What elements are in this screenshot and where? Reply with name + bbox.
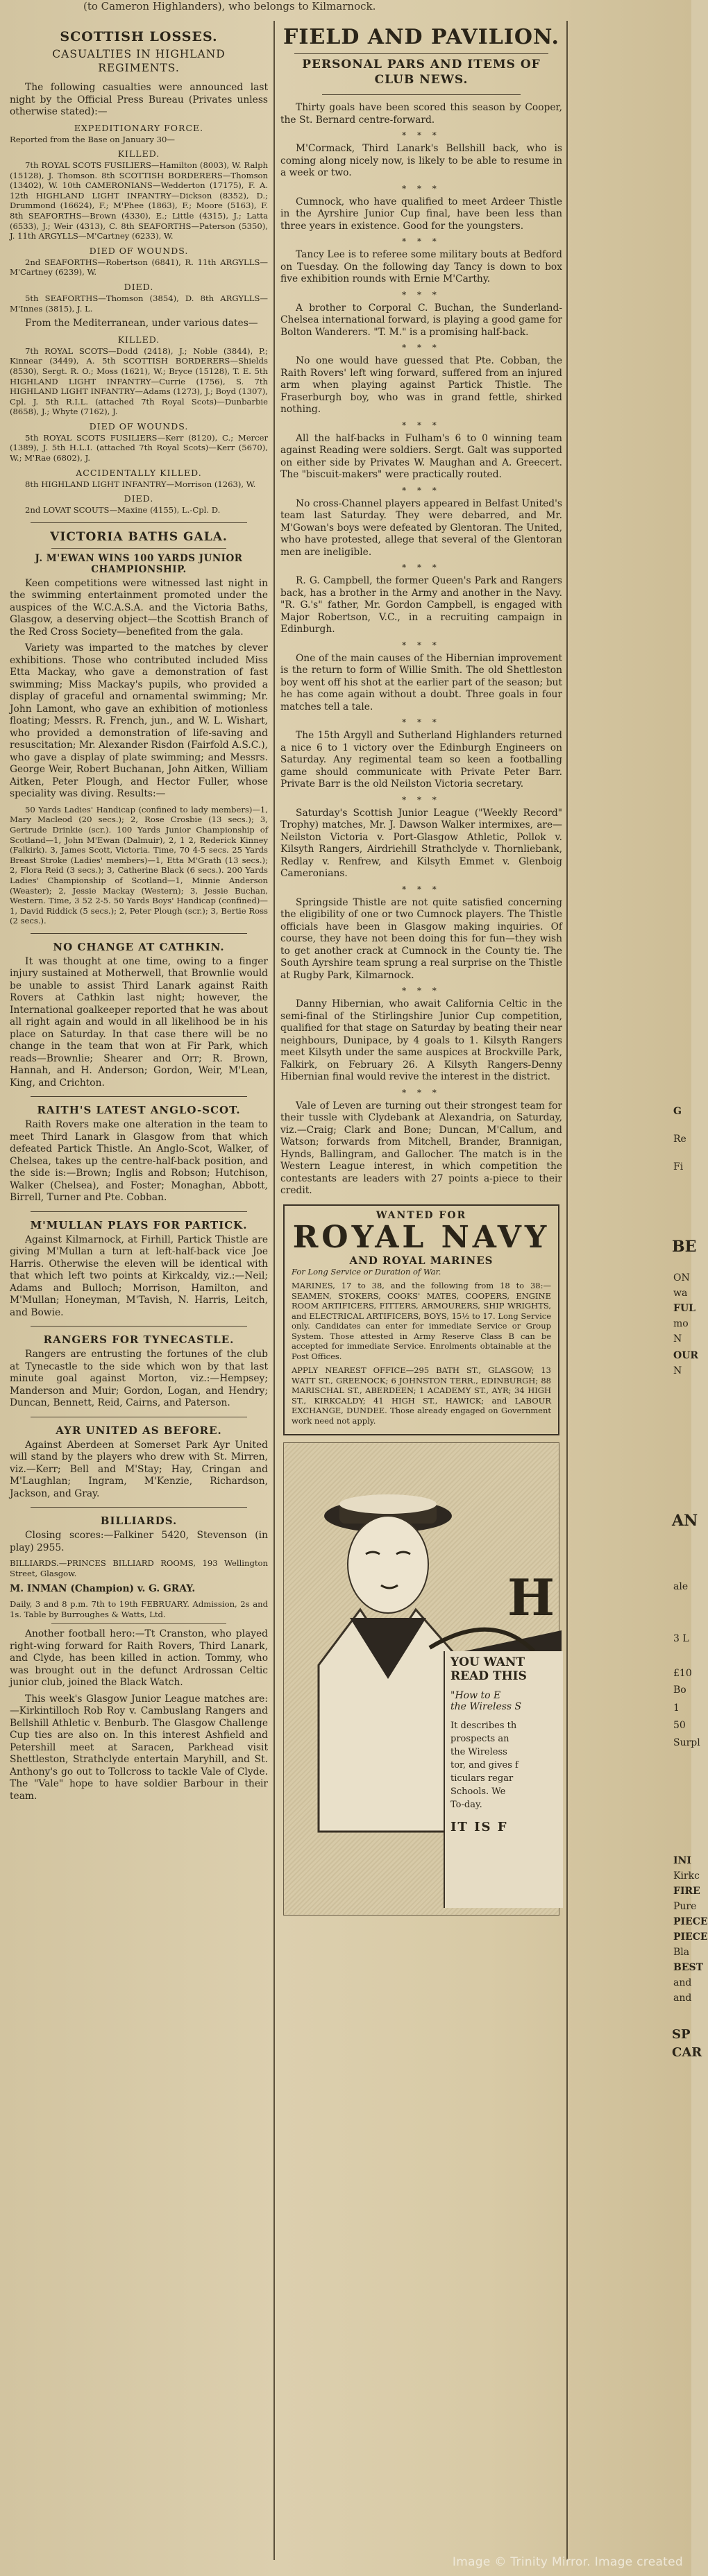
fragment-text: wa: [673, 1288, 688, 1299]
casualties-intro: The following casualties were announced last night by the Official Press Bureau (Privates unless otherwise stated):—: [10, 82, 268, 117]
top-strip-text: (to Cameron Highlanders), who belongs to Kilmarnock.: [83, 0, 376, 12]
died-heading: DIED.: [124, 282, 154, 293]
fragment-text: PIECE: [673, 1916, 708, 1927]
died-wounds-heading-2: DIED OF WOUNDS.: [89, 420, 189, 432]
royal-navy-ad: [283, 1204, 559, 1436]
reported-line: Reported from the Base on January 30—: [10, 134, 175, 144]
raith-para: Raith Rovers make one alteration in the team to meet Third Lanark in Glasgow from that which defeated Partick Thistle. An Anglo-Scot, Walker, of Chelsea, takes up the centre-half-back position, and the side is:—Brown; Inglis and Robson; Hutchison, Walker (Chelsea), and Foster; Monaghan, Abbott, Birrell, Turner and Pte. Cobban.: [10, 1119, 268, 1204]
fragment-text: and: [673, 1993, 692, 2004]
died-list-2: 2nd LOVAT SCOUTS—Maxine (4155), L.-Cpl. D.: [25, 505, 221, 515]
mediterranean-line: From the Mediterranean, under various dates—: [25, 318, 258, 330]
divider: [31, 1507, 247, 1508]
right-column-fragments: [569, 24, 708, 2570]
club-news-item: All the half-backs in Fulham's 6 to 0 winning team against Reading were soldiers. Sergt. Galt was supported on either side by Privates W. Maughan and A. Greecert. The "biscuit-makers" were practically routed.: [280, 432, 562, 480]
divider: [294, 53, 548, 54]
died-heading-2: DIED.: [124, 493, 154, 504]
fragment-text: INI: [673, 1855, 691, 1866]
club-news-item: R. G. Campbell, the former Queen's Park and Rangers back, has a brother in the Army and another in the Navy. "R. G.'s" father, Mr. Gordon Campbell, is engaged with Major Robertson, V.C., in a recruiting campaign in Edinburgh.: [280, 575, 562, 635]
club-news-item: The 15th Argyll and Sutherland Highlanders returned a nice 6 to 1 victory over the Edinburgh Engineers on Saturday. Any regimental team so keen a footballing game should communicate with Private Peter Barr. Private Barr is the old Neilston Victoria secretary.: [280, 730, 562, 790]
fragment-text: Bla: [673, 1947, 690, 1958]
separator-stars: * * *: [402, 563, 441, 572]
copyright-watermark: Image © Trinity Mirror. Image created: [452, 2555, 683, 2569]
separator-stars: * * *: [402, 640, 441, 650]
ayr-para: Against Aberdeen at Somerset Park Ayr United will stand by the players who drew with St. Mirren, viz.—Kerr; Bell and M'Stay; Hay, Cringan and M'Laughlan; Ingram, M'Kenzie, Richardson, Jackson, and Gray.: [10, 1439, 268, 1499]
fragment-text: FIRE: [673, 1886, 700, 1897]
baths-para-2: Variety was imparted to the matches by clever exhibitions. Those who contributed included Miss Etta Mackay, who gave a demonstration of fast swimming; Miss Mackay's pupils, who provided a display of graceful and ornamental swimming; Mr. John Lamont, who gave an exhibition of motionless floating; Messrs. R. French, jun., and W. L. Wishart, who provided a demonstration of life-saving and resuscitation; Mr. Alexander Risdon (Fairfold A.S.C.), who gave a display of plate swimming; and Messrs. George Weir, Robert Buchanan, John Aitken, William Aitken, Peter Plough, and Hector Fuller, whose speciality was diving. Results:—: [10, 642, 268, 800]
club-news-item: Vale of Leven are turning out their strongest team for their tussle with Clydebank at Alexandria, on Saturday, viz.—Craig; Clark and Bone; Duncan, M'Callum, and Watson; forwards from Mitchell, Brander, Brannigan, Hynds, Ballingram, and Gallocher. The match is in the Western League interest, in which competition the contestants are leaders with 27 points a-piece to their credit.: [280, 1100, 562, 1196]
fragment-text: £10: [673, 1668, 692, 1679]
divider: [31, 1211, 247, 1212]
fragment-text: mo: [673, 1318, 689, 1329]
ad-apply: APPLY NEAREST OFFICE—295 BATH ST., GLASGOW; 13 WATT ST., GREENOCK; 6 JOHNSTON TERR., EDINBURGH; 88 MARISCHAL ST., ABERDEEN; 1 ACADEMY ST., AYR; 34 HIGH ST., KIRKCALDY; 41 HIGH ST., HAWICK; and LABOUR EXCHANGE, DUNDEE. Those already engaged on Government work need not apply.: [292, 1365, 551, 1426]
fragment-text: CAR: [672, 2045, 702, 2060]
fragment-text: Re: [673, 1134, 686, 1145]
fragment-text: G: [673, 1106, 682, 1117]
ad-royal-marines: AND ROYAL MARINES: [349, 1254, 494, 1267]
billiards-title: BILLIARDS.: [100, 1515, 178, 1528]
billiards-scores: Closing scores:—Falkiner 5420, Stevenson (in play) 2955.: [10, 1530, 268, 1553]
fragment-text: N: [673, 1333, 682, 1345]
poster-text-panel: [444, 1651, 563, 1908]
separator-stars: * * *: [402, 130, 441, 140]
club-news-item: Cumnock, who have qualified to meet Ardeer Thistle in the Ayrshire Junior Cup final, have been less than three years in existence. Good for the youngsters.: [280, 196, 562, 232]
mmullan-title: M'MULLAN PLAYS FOR PARTICK.: [30, 1218, 248, 1231]
scottish-losses-subtitle: CASUALTIES IN HIGHLAND REGIMENTS.: [52, 48, 226, 74]
rangers-title: RANGERS FOR TYNECASTLE.: [43, 1333, 235, 1347]
ad-service-period: For Long Service or Duration of War.: [292, 1266, 441, 1277]
field-pavilion-subtitle: PERSONAL PARS AND ITEMS OF CLUB NEWS.: [302, 58, 541, 87]
died-list: 5th SEAFORTHS—Thomson (3854), D. 8th ARGYLLS—M'Innes (3815), J. L.: [10, 293, 268, 314]
left-column: [10, 24, 268, 2570]
ad-body: MARINES, 17 to 38, and the following from 18 to 38:—SEAMEN, STOKERS, COOKS' MATES, COOPERS, ENGINE ROOM ARTIFICERS, FITTERS, ARMOURERS, SHIP WRIGHTS, and ELECTRICAL ARTIFICERS, BOYS, 15½ to 17. Long Service only. Candidates can enter for immediate Service or Group System. Those attested in Army Reserve Class B can be accepted for immediate Service. Enrolments obtainable at the Post Offices.: [292, 1281, 551, 1361]
fragment-text: SP: [672, 2027, 691, 2042]
killed-list-2: 7th ROYAL SCOTS—Dodd (2418), J.; Noble (3844), P.; Kinnear (3449), A. 5th SCOTTISH BORDERERS—Shields (8530), Sergt. R. O.; Moss (1621), W.; Bryce (15128), T. E. 5th HIGHLAND LIGHT INFANTRY—Currie (1756), S. 7th HIGHLAND LIGHT INFANTRY—Adams (1273), J.; Boyd (1307), Cpl. J. 5th R.I.L. (attached 7th Royal Scots)—Dunbarbie (8658), J.; Whyte (7162), J.: [10, 346, 268, 417]
fragment-text: ale: [673, 1581, 689, 1592]
junior-league-para: This week's Glasgow Junior League matches are:—Kirkintilloch Rob Roy v. Cambuslang Rangers and Bellshill Athletic v. Benburb. The Glasgow Challenge Cup ties are also on. In this interest Ashfield and Petershill meet at Saracen, Parkhead visit Shettleston, Strathclyde entertain Maryhill, and St. Anthony's go out to Tollcross to tackle Vale of Clyde. The "Vale" hope to have soldier Barbour in their team.: [10, 1693, 268, 1802]
fragment-text: AN: [672, 1512, 698, 1530]
poster-line: Schools. We: [450, 1786, 506, 1797]
poster-line: the Wireless: [450, 1747, 507, 1757]
fragment-text: Bo: [673, 1684, 686, 1696]
club-news-item: No one would have guessed that Pte. Cobban, the Raith Rovers' left wing forward, suffered from an injured arm when playing against Partick Thistle. The Fraserburgh boy, who was in grand fettle, shirked nothing.: [280, 355, 562, 415]
poster-line: tor, and gives f: [450, 1760, 519, 1771]
killed-heading-2: KILLED.: [117, 334, 160, 345]
scottish-losses-title: SCOTTISH LOSSES.: [60, 29, 218, 44]
poster-booklet: the Wireless S: [450, 1701, 522, 1712]
fragment-text: PIECE: [673, 1931, 708, 1943]
died-wounds-list-2: 5th ROYAL SCOTS FUSILIERS—Kerr (8120), C.; Mercer (1389), J. 5th H.L.I. (attached 7th Royal Scots)—Kerr (5670), W.; M'Rae (6802), J.: [10, 432, 268, 463]
fragment-text: Surpl: [673, 1737, 700, 1748]
divider: [31, 933, 247, 934]
club-news-item: One of the main causes of the Hibernian improvement is the return to form of Willie Smith. The old Shettleston boy went off his shot at the earlier part of the season; but he has come again without a doubt. Three goals in four matches tell a tale.: [280, 652, 562, 713]
divider: [31, 522, 247, 523]
fragment-text: Kirkc: [673, 1870, 700, 1882]
exp-force-heading: EXPEDITIONARY FORCE.: [74, 122, 204, 133]
fragment-text: and: [673, 1977, 692, 1988]
separator-stars: * * *: [402, 717, 441, 727]
separator-stars: * * *: [402, 485, 441, 495]
separator-stars: * * *: [402, 420, 441, 430]
fragment-text: N: [673, 1365, 682, 1376]
poster-line: ticulars regar: [450, 1773, 514, 1784]
killed-list: 7th ROYAL SCOTS FUSILIERS—Hamilton (8003), W. Ralph (15128), J. Thomson. 8th SCOTTISH BORDERERS—Thomson (13402), W. 10th CAMERONIANS—Wedderton (17175), F. A. 12th HIGHLAND LIGHT INFANTRY—Dickson (8352), D.; Drummond (16624), F.; M'Phee (1863), F.; Moore (5163), F. 8th SEAFORTHS—Brown (4330), E.; Little (4315), J.; Latta (6533), J.; Weir (4313), C. 8th SEAFORTHS—Paterson (5350), J. 11th ARGYLLS—M'Cartney (6233), W.: [10, 160, 268, 241]
baths-para-1: Keen competitions were witnessed last night in the swimming entertainment promoted under the auspices of the W.C.A.S.A. and the Victoria Baths, Glasgow, a deserving object—the Scottish Branch of the Red Cross Society—benefited from the gala.: [10, 577, 268, 638]
poster-heading: YOU WANT: [450, 1655, 525, 1669]
separator-stars: * * *: [402, 986, 441, 996]
billiards-rooms: BILLIARDS.—PRINCES BILLIARD ROOMS, 193 Wellington Street, Glasgow.: [10, 1558, 268, 1579]
billiards-times: Daily, 3 and 8 p.m. 7th to 19th FEBRUARY. Admission, 2s and 1s. Table by Burroughes & Watts, Ltd.: [10, 1599, 268, 1619]
column-rule-left: [273, 21, 275, 2560]
fragment-text: 50: [673, 1720, 686, 1731]
raith-title: RAITH'S LATEST ANGLO-SCOT.: [37, 1104, 241, 1117]
separator-stars: * * *: [402, 884, 441, 894]
killed-heading: KILLED.: [117, 148, 160, 160]
poster-line: To-day.: [450, 1800, 482, 1810]
divider: [31, 1096, 247, 1097]
fragment-text: Fi: [673, 1161, 684, 1172]
fragment-text: BE: [672, 1238, 697, 1256]
club-news-item: A brother to Corporal C. Buchan, the Sunderland-Chelsea international forward, is playing a good game for Bolton Wanderers. "T. M." is a promising half-back.: [280, 302, 562, 338]
fragment-text: 1: [673, 1703, 680, 1714]
club-news-item: M'Cormack, Third Lanark's Bellshill back, who is coming along nicely now, is likely to be able to resume in a week or two.: [280, 143, 562, 178]
divider: [31, 1326, 247, 1327]
fragment-text: FUL: [673, 1303, 696, 1314]
rangers-para: Rangers are entrusting the fortunes of the club at Tynecastle to the side which won by that last minute goal against Morton, viz.:—Hempsey; Manderson and Muir; Gordon, Logan, and Hendry; Duncan, Bennett, Reid, Cairns, and Paterson.: [10, 1349, 268, 1409]
cathkin-title: NO CHANGE AT CATHKIN.: [53, 940, 225, 953]
separator-stars: * * *: [402, 794, 441, 805]
club-news-item: Springside Thistle are not quite satisfied concerning the eligibility of one or two Cumnock players. The Thistle officials have been in Glasgow making inquiries. Of course, they have not been doing this for fun—they wish to get another crack at Cumnock in the County tie. The South Ayrshire team sprung a real surprise on the Thistle at Rugby Park, Kilmarnock.: [280, 896, 562, 981]
cathkin-para: It was thought at one time, owing to a finger injury sustained at Motherwell, that Brownlie would be unable to assist Third Lanark against Raith Rovers at Cathkin last night; however, the International goalkeeper reported that he was about all right again and would in all likelihood be in his place on Saturday. In that case there will be no change in the team that won at Fir Park, which reads—Brownlie; Shearer and Orr; R. Brown, Hannah, and H. Anderson; Gordon, Weir, M'Lean, King, and Crichton.: [10, 955, 268, 1089]
fragment-text: ON: [673, 1272, 690, 1283]
accidentally-killed-heading: ACCIDENTALLY KILLED.: [76, 467, 202, 478]
billiards-match: M. INMAN (Champion) v. G. GRAY.: [10, 1583, 196, 1594]
separator-stars: * * *: [402, 289, 441, 300]
mmullan-para: Against Kilmarnock, at Firhill, Partick Thistle are giving M'Mullan a turn at left-half-back vice Joe Harris. Otherwise the eleven will be identical with that which left two points at Kirkcaldy, viz.:—Neil; Adams and Bulloch; Morrison, Hamilton, and M'Mullan; Honeyman, M'Tavish, N. Harris, Leitch, and Bowie.: [10, 1234, 268, 1318]
baths-gala-subtitle: J. M'EWAN WINS 100 YARDS JUNIOR CHAMPIONSHIP.: [35, 552, 243, 575]
column-rule-right: [566, 21, 568, 2560]
separator-stars: * * *: [402, 237, 441, 246]
poster-line: prospects an: [450, 1734, 509, 1744]
died-wounds-heading: DIED OF WOUNDS.: [89, 245, 189, 256]
accidentally-killed-list: 8th HIGHLAND LIGHT INFANTRY—Morrison (1263), W.: [25, 479, 256, 489]
divider: [322, 94, 521, 95]
poster-footer: IT IS F: [450, 1820, 508, 1834]
separator-stars: * * *: [402, 1087, 441, 1098]
baths-results: 50 Yards Ladies' Handicap (confined to lady members)—1, Mary Macleod (20 secs.); 2, Rose Crosbie (13 secs.); 3, Gertrude Drinkie (scr.). 100 Yards Junior Championship of Scotland—1, John M'Ewan (Dalmuir), 2, 1 2, Rederick Kinney (Falkirk). 3, James Scott, Victoria. Time, 70 4-5 secs. 25 Yards Breast Stroke (Ladies' members)—1, Etta M'Grath (13 secs.); 2, Flora Reid (3 secs.); 3, Catherine Black (6 secs.). 200 Yards Ladies' Championship of Scotland—1, Minnie Anderson (Weaster); 2, Jessie Mackay (Western); 3, Jessie Buchan, Western. Time, 3 52 2-5. 50 Yards Boys' Handicap (confined)—1, David Riddick (5 secs.); 2, Peter Plough (scr.); 3, Bertie Ross (2 secs.).: [10, 804, 268, 926]
poster-line: It describes th: [450, 1721, 517, 1731]
fragment-text: OUR: [673, 1350, 699, 1361]
ayr-title: AYR UNITED AS BEFORE.: [56, 1424, 222, 1437]
separator-stars: * * *: [402, 183, 441, 194]
divider: [51, 1623, 226, 1624]
baths-gala-title: VICTORIA BATHS GALA.: [50, 529, 228, 544]
ad-wanted-for: WANTED FOR: [376, 1209, 467, 1221]
ad-royal-navy: ROYAL NAVY: [292, 1219, 550, 1255]
died-wounds-list: 2nd SEAFORTHS—Robertson (6841), R. 11th ARGYLLS—M'Cartney (6239), W.: [10, 257, 268, 278]
fragment-text: BEST: [673, 1962, 704, 1973]
divider: [51, 548, 226, 549]
fragment-text: Pure: [673, 1901, 697, 1912]
separator-stars: * * *: [402, 343, 441, 352]
club-news-item: Danny Hibernian, who await California Celtic in the semi-final of the Stirlingshire Junior Cup competition, qualified for that stage on Saturday by beating their near neighbours, Dunipace, by 4 goals to 1. Kilsyth Rangers meet Kilsyth under the same auspices at Brockville Park, Falkirk, on February 26. A Kilsyth Rangers-Denny Hibernian final would revive the interest in the district.: [280, 998, 562, 1082]
poster-letter: H: [507, 1568, 555, 1627]
field-pavilion-title: FIELD AND PAVILION.: [283, 25, 559, 49]
fragment-text: 3 L: [673, 1633, 689, 1644]
poster-booklet: "How to E: [450, 1690, 501, 1701]
club-news-item: No cross-Channel players appeared in Belfast United's team last Saturday. They were debarred, and Mr. M'Gowan's boys were defeated by Glentoran. The United, who have protested, allege that several of the Glentoran men are ineligible.: [280, 497, 562, 558]
wireless-school-ad: [283, 1442, 559, 1916]
middle-column: [280, 24, 562, 2570]
club-news-item: Saturday's Scottish Junior League ("Weekly Record" Trophy) matches, Mr. J. Dawson Walker intermixes, are—Neilston Victoria v. Port-Glasgow Athletic, Pollok v. Kilsyth Rangers, Airdriehill Strathclyde v. Thornliebank, Redlay v. Renfrew, and Kilsyth Emmet v. Glenboig Cameronians.: [280, 807, 562, 879]
club-news-item: Thirty goals have been scored this season by Cooper, the St. Bernard centre-forward.: [280, 102, 562, 126]
poster-heading: READ THIS: [450, 1669, 527, 1683]
football-hero-para: Another football hero:—Tt Cranston, who played right-wing forward for Raith Rovers, Third Lanark, and Clyde, has been killed in action. Tommy, who was brought out in the defunct Ardrossan Celtic junior club, joined the Black Watch.: [10, 1628, 268, 1689]
club-news-item: Tancy Lee is to referee some military bouts at Bedford on Tuesday. On the following day Tancy is down to box five exhibition rounds with Ernie M'Carthy.: [280, 249, 562, 284]
